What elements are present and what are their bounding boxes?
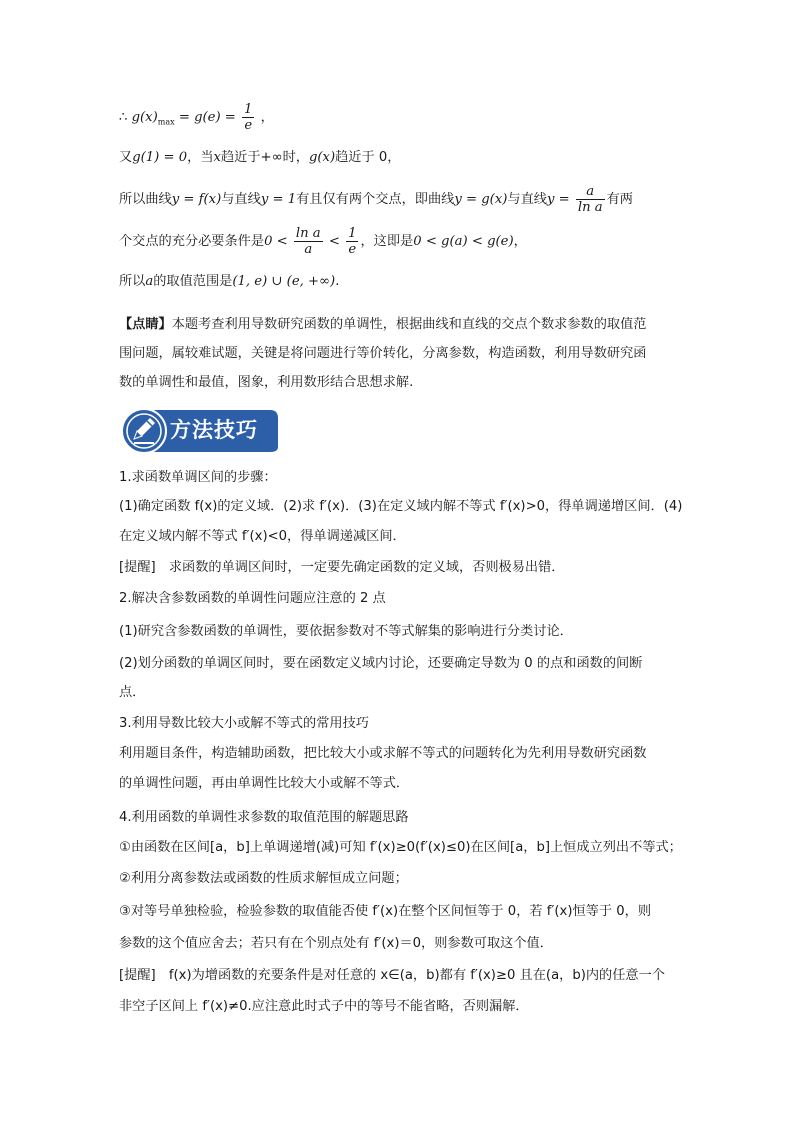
text-seg: 有两 [606,192,633,207]
fraction-numerator: ln a [295,225,321,241]
therefore-symbol: ∴ [119,110,128,125]
comment-line-2: 围问题，属较难试题，关键是将问题进行等价转化，分离参数，构造函数，利用导数研究函 [119,346,647,361]
fraction-denominator: e [244,117,253,133]
math-seg: a [145,274,154,289]
method-paragraph: 参数的这个值应舍去；若只有在个别点处有 f′(x)＝0，则参数可取这个值． [119,936,553,951]
method-paragraph: (1)确定函数 f(x)的定义域．(2)求 f′(x)．(3)在定义域内解不等式 f′(x)>0，得单调递增区间．(4) [119,499,683,514]
g-e-expr: = g(e) = [174,110,241,125]
method-tip: 非空子区间上 f′(x)≠0.应注意此时式子中的等号不能省略，否则漏解． [119,999,529,1014]
comment-tag: 【点睛】 [119,317,172,332]
method-paragraph: (2)划分函数的单调区间时，要在函数定义域内讨论，还要确定导数为 0 的点和函数的间断 [119,656,643,671]
method-heading-4: 4.利用函数的单调性求参数的取值范围的解题思路 [119,810,409,825]
method-paragraph: (1)研究含参数函数的单调性，要依据参数对不等式解集的影响进行分类讨论． [119,624,573,639]
comment-text: 本题考查利用导数研究函数的单调性，根据曲线和直线的交点个数求参数的取值范 [171,317,647,332]
solution-line-1 [119,99,679,137]
math-seg: 0 < g(a) < g(e) [413,234,514,249]
a-over-ln-a-fraction [576,184,605,215]
comment-line-1 [119,316,679,334]
method-paragraph: 在定义域内解不等式 f′(x)<0，得单调递减区间． [119,529,406,544]
text-seg: 趋近于 [220,150,261,165]
math-seg: g(x) [308,150,336,165]
fraction-denominator: a [304,241,313,257]
math-seg: +∞ [260,150,283,165]
math-seg: (1, e) ∪ (e, +∞) [232,274,336,289]
line-end-punct: ， [260,110,274,125]
method-heading-2: 2.解决含参数函数的单调性问题应注意的 2 点 [119,591,386,606]
g-expr: g(x) [131,110,158,125]
text-seg: ，这即是 [360,234,414,249]
method-heading-1: 1.求函数单调区间的步骤： [119,470,277,485]
fraction-numerator: 1 [348,225,357,241]
math-seg: g(1) = 0 [132,150,188,165]
text-seg: 趋近于 0， [335,150,401,165]
math-seg: y = 1 [260,192,297,207]
method-tip: [提醒] 求函数的单调区间时，一定要先确定函数的定义域，否则极易出错． [119,560,565,575]
method-tip: [提醒] f(x)为增函数的充要条件是对任意的 x∈(a，b)都有 f′(x)≥0 且在(a，b)内的任意一个 [119,968,665,983]
text-seg: 与直线 [507,192,547,207]
math-seg: x [213,150,221,165]
method-paragraph: ③对等号单独检验，检验参数的取值能否使 f′(x)在整个区间恒等于 0，若 f′(x)恒等于 0，则 [119,904,652,919]
text-seg: ，当 [187,150,214,165]
text-seg: 所以曲线 [119,192,172,207]
math-seg: y = [546,192,574,207]
math-seg: < [324,234,345,249]
fraction-numerator: 1 [244,101,253,117]
text-seg: 与直线 [221,192,261,207]
method-paragraph: 的单调性问题，再由单调性比较大小或解不等式． [119,776,410,791]
fraction-denominator: ln a [577,199,603,215]
text-seg: 的取值范围是 [153,274,233,289]
text-seg: 所以 [119,274,146,289]
text-seg: 个交点的充分必要条件是 [119,234,265,249]
max-subscript: max [157,117,175,127]
comment-line-3: 数的单调性和最值，图象，利用数形结合思想求解. [119,375,414,390]
method-paragraph: ②利用分离参数法或函数的性质求解恒成立问题； [119,871,408,886]
fraction-numerator: a [576,184,605,200]
ln-a-over-a-fraction [294,226,323,257]
one-over-e-fraction [242,102,254,133]
method-paragraph: 点． [119,685,146,700]
one-over-e-fraction [346,226,358,257]
text-seg: 时， [282,150,309,165]
math-seg: y = g(x) [454,192,508,207]
solution-line-3 [119,181,679,219]
g-max-expr [132,110,240,125]
method-heading-3: 3.利用导数比较大小或解不等式的常用技巧 [119,716,369,731]
banner-title: 方法技巧 [170,417,258,442]
solution-line-4 [119,223,679,261]
text-seg: 又 [119,150,133,165]
solution-line-5 [119,273,679,291]
text-seg: 有且仅有两个交点，即曲线 [296,192,455,207]
method-paragraph: 利用题目条件，构造辅助函数，把比较大小或求解不等式的问题转化为先利用导数研究函数 [119,746,647,761]
text-seg: ， [513,234,527,249]
method-paragraph: ①由函数在区间[a，b]上单调递增(减)可知 f′(x)≥0(f′(x)≤0)在区间[a，b]上恒成立列出不等式； [119,840,682,855]
solution-line-2 [119,149,679,167]
math-seg: 0 < [264,234,292,249]
text-seg: . [335,274,340,289]
math-seg: y = f(x) [171,192,222,207]
fraction-denominator: e [348,241,357,257]
